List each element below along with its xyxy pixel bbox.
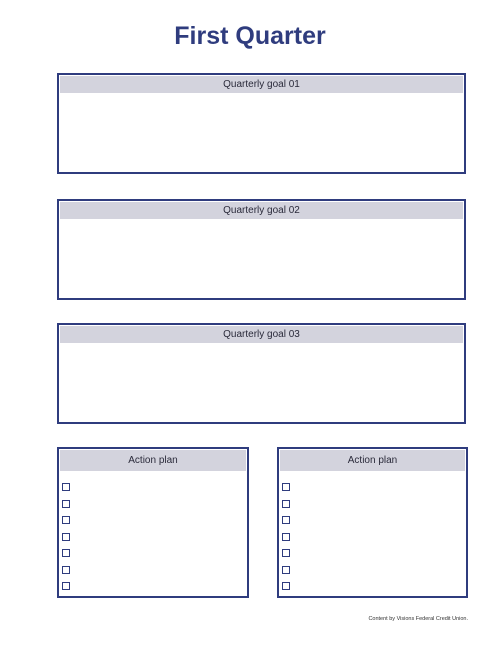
action-plan-right-item-1 [282, 479, 290, 496]
checkbox[interactable] [282, 549, 290, 557]
action-plan-right-item-4 [282, 529, 290, 546]
page-title: First Quarter [174, 22, 326, 50]
action-plan-right-box [277, 447, 468, 598]
action-plan-right-checklist [282, 479, 290, 595]
action-plan-right-item-6 [282, 562, 290, 579]
checkbox[interactable] [62, 566, 70, 574]
action-plan-left-header: Action plan [60, 450, 246, 471]
action-plan-left-box [57, 447, 249, 598]
checkbox[interactable] [282, 516, 290, 524]
action-plan-left-item-4 [62, 529, 70, 546]
action-plan-right-item-3 [282, 512, 290, 529]
quarterly-goal-1-header: Quarterly goal 01 [60, 76, 463, 93]
quarterly-goal-2-header: Quarterly goal 02 [60, 202, 463, 219]
action-plan-left-item-1 [62, 479, 70, 496]
action-plan-left-item-2 [62, 496, 70, 513]
action-plan-left-item-6 [62, 562, 70, 579]
checkbox[interactable] [62, 500, 70, 508]
checkbox[interactable] [62, 533, 70, 541]
action-plan-left-item-3 [62, 512, 70, 529]
checkbox[interactable] [282, 483, 290, 491]
checkbox[interactable] [282, 582, 290, 590]
checkbox[interactable] [62, 549, 70, 557]
checkbox[interactable] [62, 483, 70, 491]
checkbox[interactable] [282, 533, 290, 541]
action-plan-right-item-7 [282, 578, 290, 595]
action-plan-right-item-5 [282, 545, 290, 562]
checkbox[interactable] [282, 566, 290, 574]
action-plan-left-item-5 [62, 545, 70, 562]
footer-credit: Content by Visions Federal Credit Union. [368, 616, 468, 622]
checkbox[interactable] [62, 582, 70, 590]
action-plan-left-checklist [62, 479, 70, 595]
checkbox[interactable] [62, 516, 70, 524]
quarterly-goal-3-writing-area[interactable] [60, 344, 463, 421]
quarterly-goal-1-writing-area[interactable] [60, 94, 463, 171]
quarterly-goal-1-box [57, 73, 466, 174]
action-plan-right-item-2 [282, 496, 290, 513]
quarterly-goal-2-box [57, 199, 466, 300]
action-plan-left-item-7 [62, 578, 70, 595]
action-plan-right-header: Action plan [280, 450, 465, 471]
checkbox[interactable] [282, 500, 290, 508]
quarterly-goal-3-header: Quarterly goal 03 [60, 326, 463, 343]
quarterly-goal-3-box [57, 323, 466, 424]
quarterly-goal-2-writing-area[interactable] [60, 220, 463, 297]
